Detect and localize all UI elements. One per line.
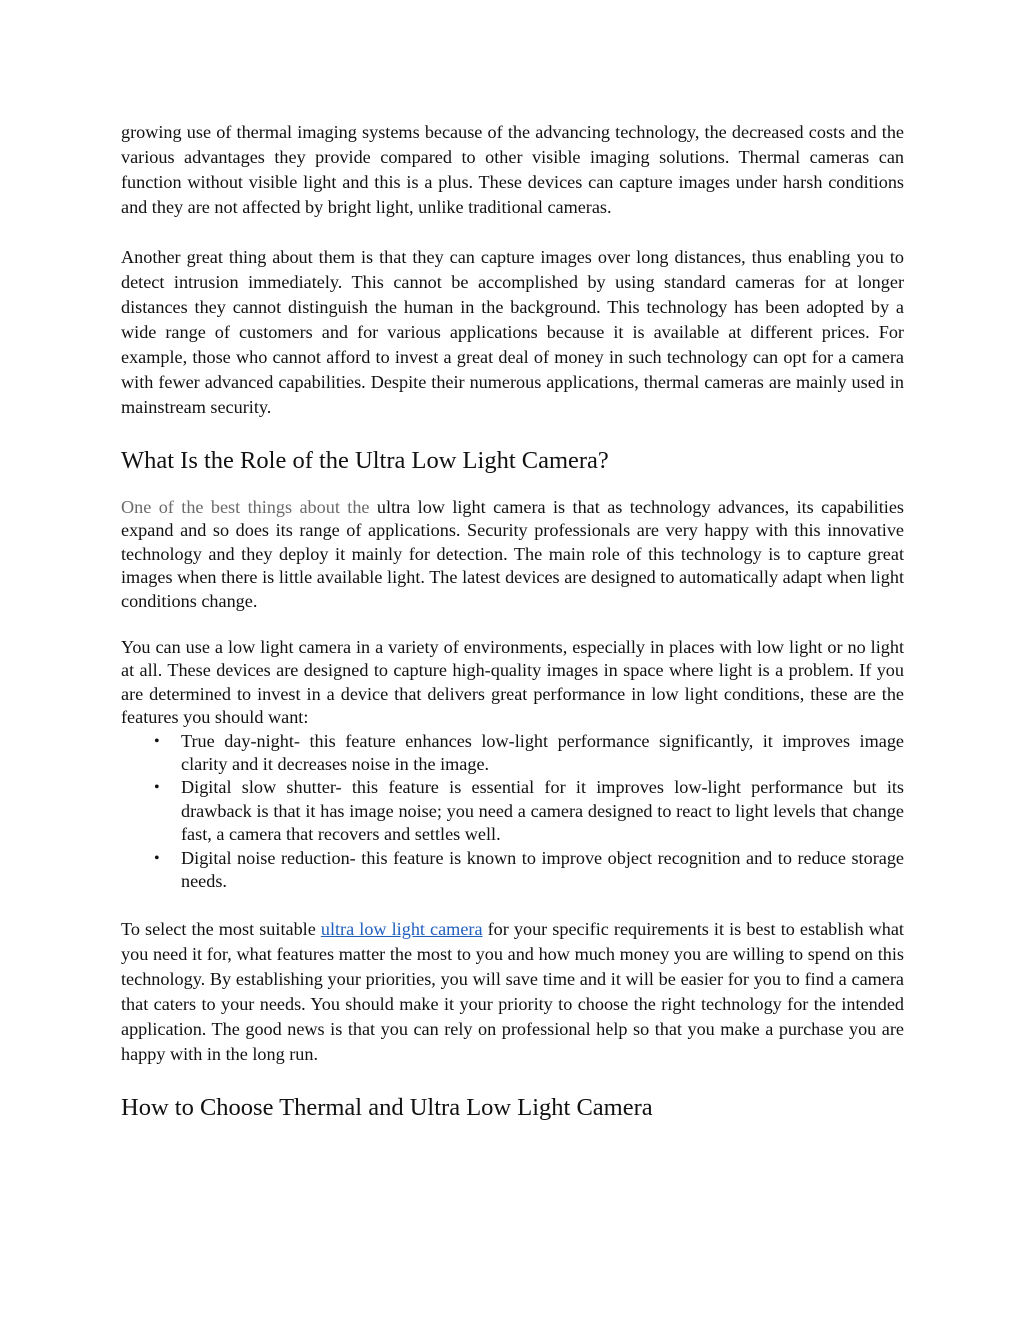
ultra-low-light-camera-link[interactable]: ultra low light camera xyxy=(320,918,483,939)
section-2-heading: How to Choose Thermal and Ultra Low Light Camera xyxy=(121,1093,653,1121)
section-1-paragraph-1 xyxy=(121,496,904,613)
paragraph-text: for your specific requirements it is best to establish what you need it for, what features matter the most to you and how much money you are willing to spend on this technology. By establishing your priorities, you will save time and it will be easier for you to find a camera that caters to your needs. You should make it your priority to choose the right technology for the intended application. The good news is that you can rely on professional help so that you make a purchase you are happy with in the long run. xyxy=(121,918,904,1064)
heading-spacer xyxy=(121,420,904,446)
feature-list xyxy=(121,730,904,894)
list-item xyxy=(121,847,904,894)
intro-paragraph-2: Another great thing about them is that they can capture images over long distances, thus enabling you to detect intrusion immediately. This cannot be accomplished by using standard cameras for at longer distances they cannot distinguish the human in the background. This technology has been adopted by a wide range of customers and for various applications because it is available at different prices. For example, those who cannot afford to invest a great deal of money in such technology can opt for a camera with fewer advanced capabilities. Despite their numerous applications, thermal cameras are mainly used in mainstream security. xyxy=(121,247,904,417)
bullet-icon: • xyxy=(154,732,160,750)
paragraph-text: ultra low light camera is that as technology advances, its capabilities expand and so does its range of applications. Security professionals are very happy with this innovative technology and they deploy it mainly for detection. The main role of this technology is to capture great images when there is little available light. The latest devices are designed to automatically adapt when light conditions change. xyxy=(121,497,904,611)
list-item-text: Digital slow shutter- this feature is essential for it improves low-light performance but its drawback is that it has image noise; you need a camera designed to react to light levels that change fast, a camera that recovers and settles well. xyxy=(181,777,904,845)
gray-lead-text: One of the best things about the xyxy=(121,497,370,517)
list-item-text: Digital noise reduction- this feature is known to improve object recognition and to reduce storage needs. xyxy=(181,847,904,892)
section-1-paragraph-2: You can use a low light camera in a variety of environments, especially in places with low light or no light at all. These devices are designed to capture high-quality images in space where light is a problem. If you are determined to invest in a device that delivers great performance in low light conditions, these are the features you should want: xyxy=(121,637,904,728)
paragraph-spacer xyxy=(121,894,904,917)
paragraph-spacer xyxy=(121,220,904,245)
intro-paragraph-1: growing use of thermal imaging systems because of the advancing technology, the decreased costs and the various advantages they provide compared to other visible imaging solutions. Thermal cameras can function without visible light and this is a plus. These devices can capture images under harsh conditions and they are not affected by bright light, unlike traditional cameras. xyxy=(121,122,904,217)
section-1-paragraph-3 xyxy=(121,917,904,1067)
heading-spacer xyxy=(121,1067,904,1093)
paragraph-spacer xyxy=(121,613,904,636)
list-item-text: True day-night- this feature enhances low-light performance significantly, it improves image clarity and it decreases noise in the image. xyxy=(181,730,904,775)
list-item xyxy=(121,730,904,777)
bullet-icon: • xyxy=(154,849,160,867)
document-page xyxy=(121,120,904,1123)
paragraph-text: To select the most suitable xyxy=(121,918,321,939)
heading-spacer xyxy=(121,476,904,496)
bullet-icon: • xyxy=(154,779,160,797)
section-1-heading: What Is the Role of the Ultra Low Light Camera? xyxy=(121,447,609,474)
list-item xyxy=(121,776,904,846)
